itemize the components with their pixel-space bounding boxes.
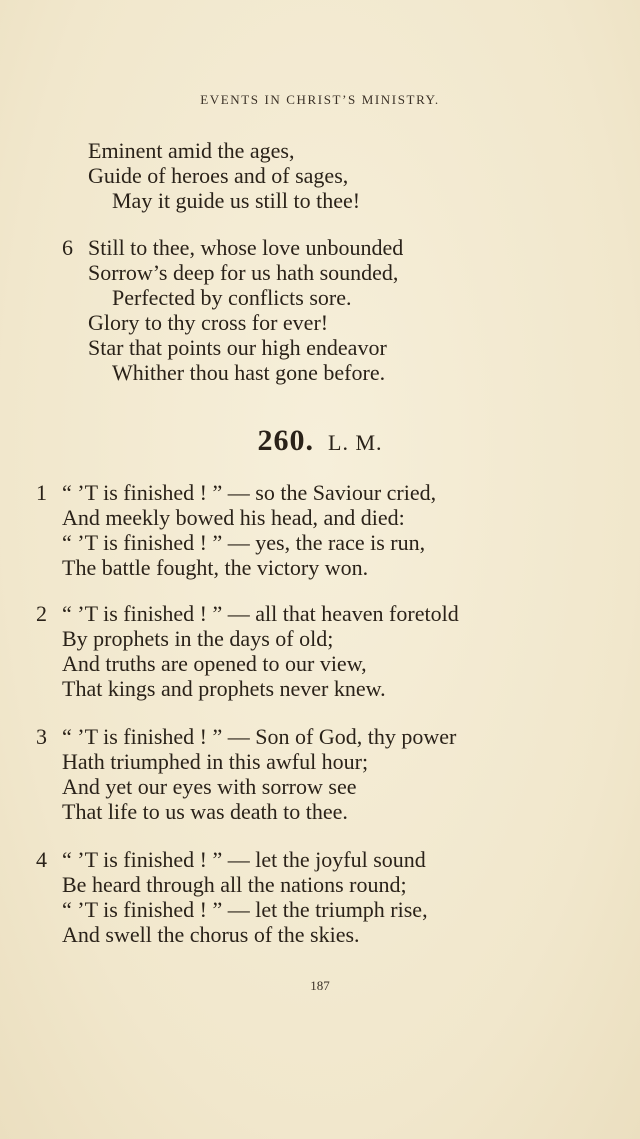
verse-line: Perfected by conflicts sore. xyxy=(112,285,352,310)
stanza-number: 6 xyxy=(62,235,73,260)
verse-line: Sorrow’s deep for us hath sounded, xyxy=(88,260,399,285)
verse-line: And truths are opened to our view, xyxy=(62,651,367,676)
verse-line: Be heard through all the nations round; xyxy=(62,872,407,897)
verse-line: “ ’T is finished ! ” — let the joyful sound xyxy=(62,847,426,872)
running-head: EVENTS IN CHRIST’S MINISTRY. xyxy=(200,92,440,107)
verse-line: Eminent amid the ages, xyxy=(88,138,295,163)
stanza-2 xyxy=(36,601,459,701)
stanza-number: 3 xyxy=(36,724,47,749)
stanza-4 xyxy=(36,847,428,947)
verse-line: Whither thou hast gone before. xyxy=(112,360,386,385)
verse-line: “ ’T is finished ! ” — so the Saviour cried, xyxy=(62,480,437,505)
verse-line: May it guide us still to thee! xyxy=(112,188,361,213)
verse-line: Guide of heroes and of sages, xyxy=(88,163,349,188)
verse-line: And meekly bowed his head, and died: xyxy=(62,505,405,530)
hymn-meter: L. M. xyxy=(328,430,383,455)
verse-line: And yet our eyes with sorrow see xyxy=(62,774,357,799)
verse-line: “ ’T is finished ! ” — let the triumph rise, xyxy=(62,897,428,922)
stanza-3 xyxy=(36,724,457,824)
verse-line: Glory to thy cross for ever! xyxy=(88,310,329,335)
stanza-number: 1 xyxy=(36,480,47,505)
stanza-number: 2 xyxy=(36,601,47,626)
verse-line: “ ’T is finished ! ” — Son of God, thy power xyxy=(62,724,457,749)
verse-line: That kings and prophets never knew. xyxy=(62,676,386,701)
verse-line: The battle fought, the victory won. xyxy=(62,555,369,580)
verse-line: That life to us was death to thee. xyxy=(62,799,348,824)
hymn-number: 260. xyxy=(257,424,314,457)
prev-hymn-stanza-6 xyxy=(62,235,404,385)
verse-line: Hath triumphed in this awful hour; xyxy=(62,749,369,774)
page-number: 187 xyxy=(310,978,330,993)
verse-line: “ ’T is finished ! ” — all that heaven foretold xyxy=(62,601,459,626)
verse-line: And swell the chorus of the skies. xyxy=(62,922,360,947)
prev-hymn-continuation xyxy=(88,138,360,213)
verse-line: By prophets in the days of old; xyxy=(62,626,334,651)
stanza-1 xyxy=(36,480,437,580)
verse-line: Star that points our high endeavor xyxy=(88,335,387,360)
hymn-heading xyxy=(0,424,640,458)
verse-line: Still to thee, whose love unbounded xyxy=(88,235,404,260)
verse-line: “ ’T is finished ! ” — yes, the race is run, xyxy=(62,530,426,555)
stanza-number: 4 xyxy=(36,847,47,872)
